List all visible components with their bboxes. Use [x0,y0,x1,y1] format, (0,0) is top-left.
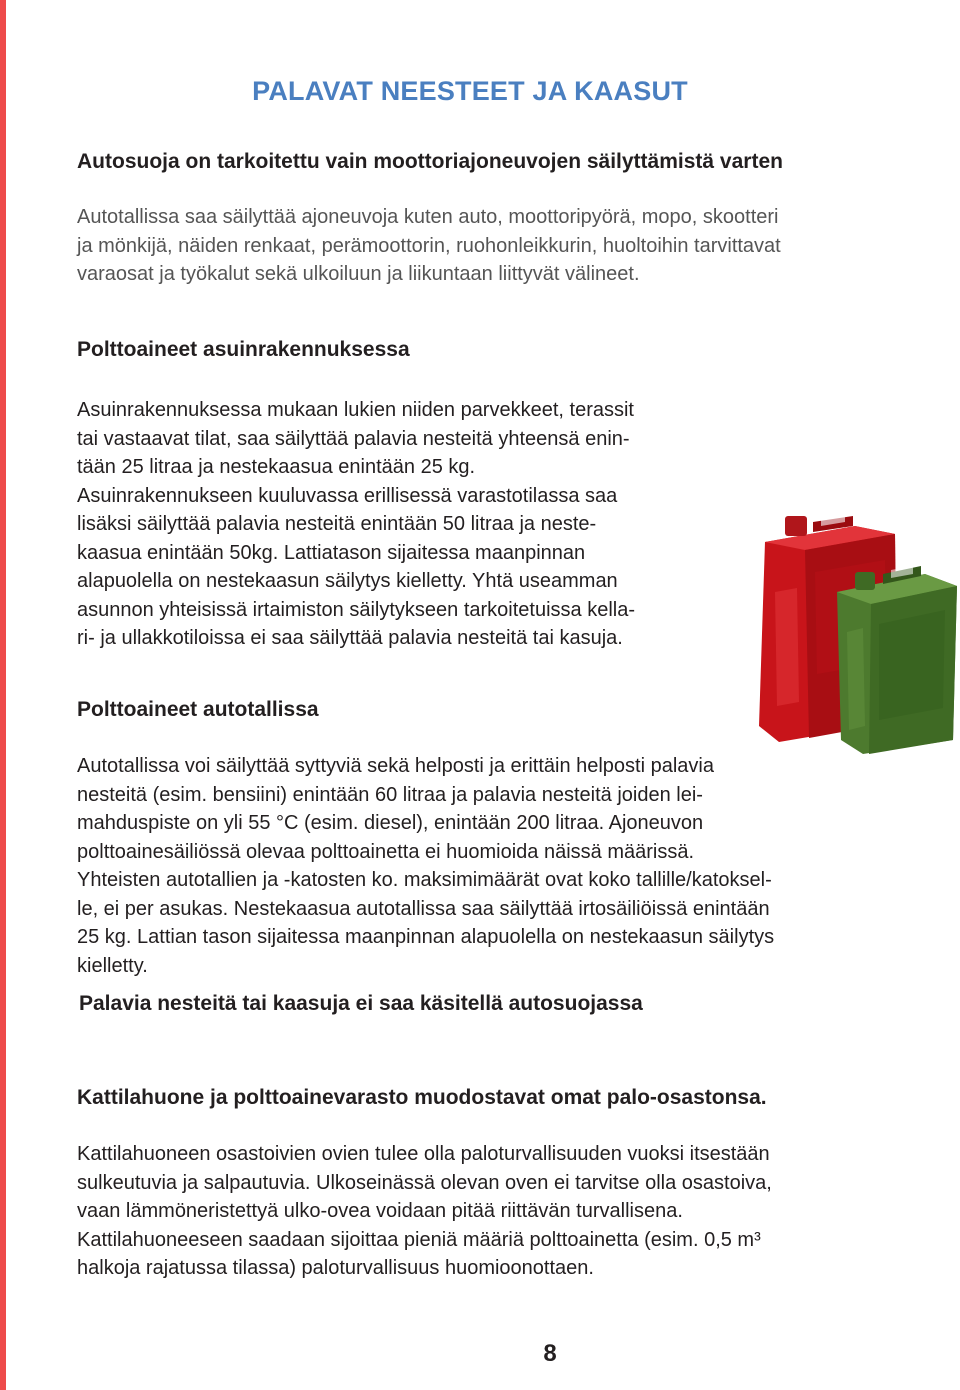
page-edge-stripe [0,0,6,1390]
text-line: sulkeutuvia ja salpautuvia. Ulkoseinässä olevan oven ei tarvitse olla osastoiva, [77,1171,772,1194]
text-line: tai vastaavat tilat, saa säilyttää palavia nesteitä yhteensä enin- [77,427,630,450]
text-line: asunnon yhteisissä irtaimiston säilytykseen tarkoitetuissa kella- [77,598,636,621]
text-line: halkoja rajatussa tilassa) paloturvallisuus huomioonottaen. [77,1257,594,1279]
section-heading-residential-fuels: Polttoaineet asuinrakennuksessa [77,338,410,361]
text-line: Asuinrakennukseen kuuluvassa erillisessä varastotilassa saa [77,484,618,507]
page-number: 8 [543,1340,557,1367]
text-line: kielletty. [77,954,148,977]
section-heading-garage-fuels: Polttoaineet autotallissa [77,698,319,721]
section-heading-no-handling: Palavia nesteitä tai kaasuja ei saa käsitellä autosuojassa [79,992,643,1015]
paragraph-residential-fuels [77,396,635,653]
section-heading-car-storage: Autosuoja on tarkoitettu vain moottoriajoneuvojen säilyttämistä varten [77,150,783,173]
paragraph-garage-fuels [77,752,774,980]
text-line: lisäksi säilyttää palavia nesteitä enintään 50 litraa ja neste- [77,513,597,535]
text-line: ri- ja ullakkotiloissa ei saa säilyttää palavia nesteitä tai kasuja. [77,627,623,649]
text-line: nesteitä (esim. bensiini) enintään 60 litraa ja palavia nesteitä joiden lei- [77,783,703,806]
text-line: mahduspiste on yli 55 °C (esim. diesel), enintään 200 litraa. Ajoneuvon [77,812,704,834]
section-heading-boiler-room: Kattilahuone ja polttoainevarasto muodostavat omat palo-osastonsa. [77,1086,767,1109]
text-line: Kattilahuoneeseen saadaan sijoittaa pieniä määriä polttoainetta (esim. 0,5 m³ [77,1228,761,1251]
text-line: Asuinrakennuksessa mukaan lukien niiden parvekkeet, terassit [77,399,634,421]
paragraph-car-storage [77,203,781,289]
jerry-cans-image [745,512,960,757]
text-line: Yhteisten autotallien ja -katosten ko. maksimimäärät ovat koko tallille/katoksel- [77,869,772,891]
paragraph-boiler-room [77,1140,772,1283]
green-jerry-can-icon [837,566,957,754]
text-line: vaan lämmöneristettyä ulko-ovea voidaan pitää riittävän turvallisena. [77,1200,683,1222]
text-line: le, ei per asukas. Nestekaasua autotallissa saa säilyttää irtosäiliöissä enintään [77,897,770,920]
text-line: 25 kg. Lattian tason sijaitessa maanpinnan alapuolella on nestekaasun säilytys [77,926,775,948]
page-title: PALAVAT NEESTEET JA KAASUT [252,76,688,106]
text-line: kaasua enintään 50kg. Lattiatason sijaitessa maanpinnan [77,541,586,564]
text-line: alapuolella on nestekaasun säilytys kielletty. Yhtä useamman [77,570,618,592]
text-line: varaosat ja työkalut sekä ulkoiluun ja liikuntaan liittyvät välineet. [77,263,640,285]
text-line: tään 25 litraa ja nestekaasua enintään 25 kg. [77,456,476,478]
text-line: Autotallissa voi säilyttää syttyviä sekä helposti ja erittäin helposti palavia [77,755,714,777]
text-line: Kattilahuoneen osastoivien ovien tulee olla paloturvallisuuden vuoksi itsestään [77,1143,770,1165]
text-line: ja mönkijä, näiden renkaat, perämoottorin, ruohonleikkurin, huoltoihin tarvittavat [77,234,781,257]
text-line: polttoainesäiliössä olevaa polttoainetta ei huomioida näissä määrissä. [77,840,695,863]
text-line: Autotallissa saa säilyttää ajoneuvoja kuten auto, moottoripyörä, mopo, skootteri [77,206,779,228]
